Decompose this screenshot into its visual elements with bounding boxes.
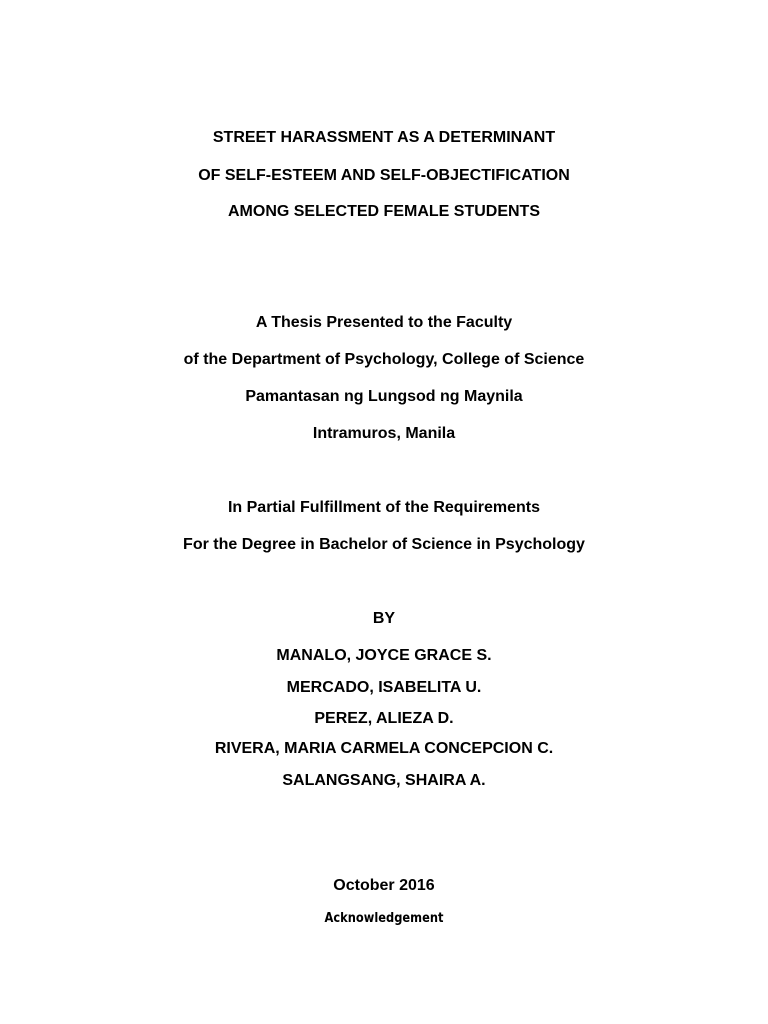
submission-date: October 2016 [333, 877, 435, 894]
author-name: MANALO, JOYCE GRACE S. [276, 647, 492, 664]
author-name: MERCADO, ISABELITA U. [286, 679, 482, 696]
university-location: Intramuros, Manila [312, 425, 456, 442]
acknowledgement-heading: Acknowledgement [324, 911, 444, 926]
presentation-line-1: A Thesis Presented to the Faculty [255, 314, 513, 331]
thesis-title-line-2: OF SELF-ESTEEM AND SELF-OBJECTIFICATION [198, 167, 570, 184]
thesis-title-line-1: STREET HARASSMENT AS A DETERMINANT [212, 129, 556, 146]
fulfillment-line-1: In Partial Fulfillment of the Requirements [227, 499, 541, 516]
university-name: Pamantasan ng Lungsod ng Maynila [245, 388, 523, 405]
degree-line: For the Degree in Bachelor of Science in Psychology [183, 536, 585, 553]
author-name: RIVERA, MARIA CARMELA CONCEPCION C. [214, 740, 554, 757]
thesis-title-line-3: AMONG SELECTED FEMALE STUDENTS [227, 203, 540, 220]
by-label: BY [372, 610, 396, 627]
author-name: SALANGSANG, SHAIRA A. [282, 772, 486, 789]
author-name: PEREZ, ALIEZA D. [314, 710, 454, 727]
presentation-line-2: of the Department of Psychology, College of Science [183, 351, 585, 368]
